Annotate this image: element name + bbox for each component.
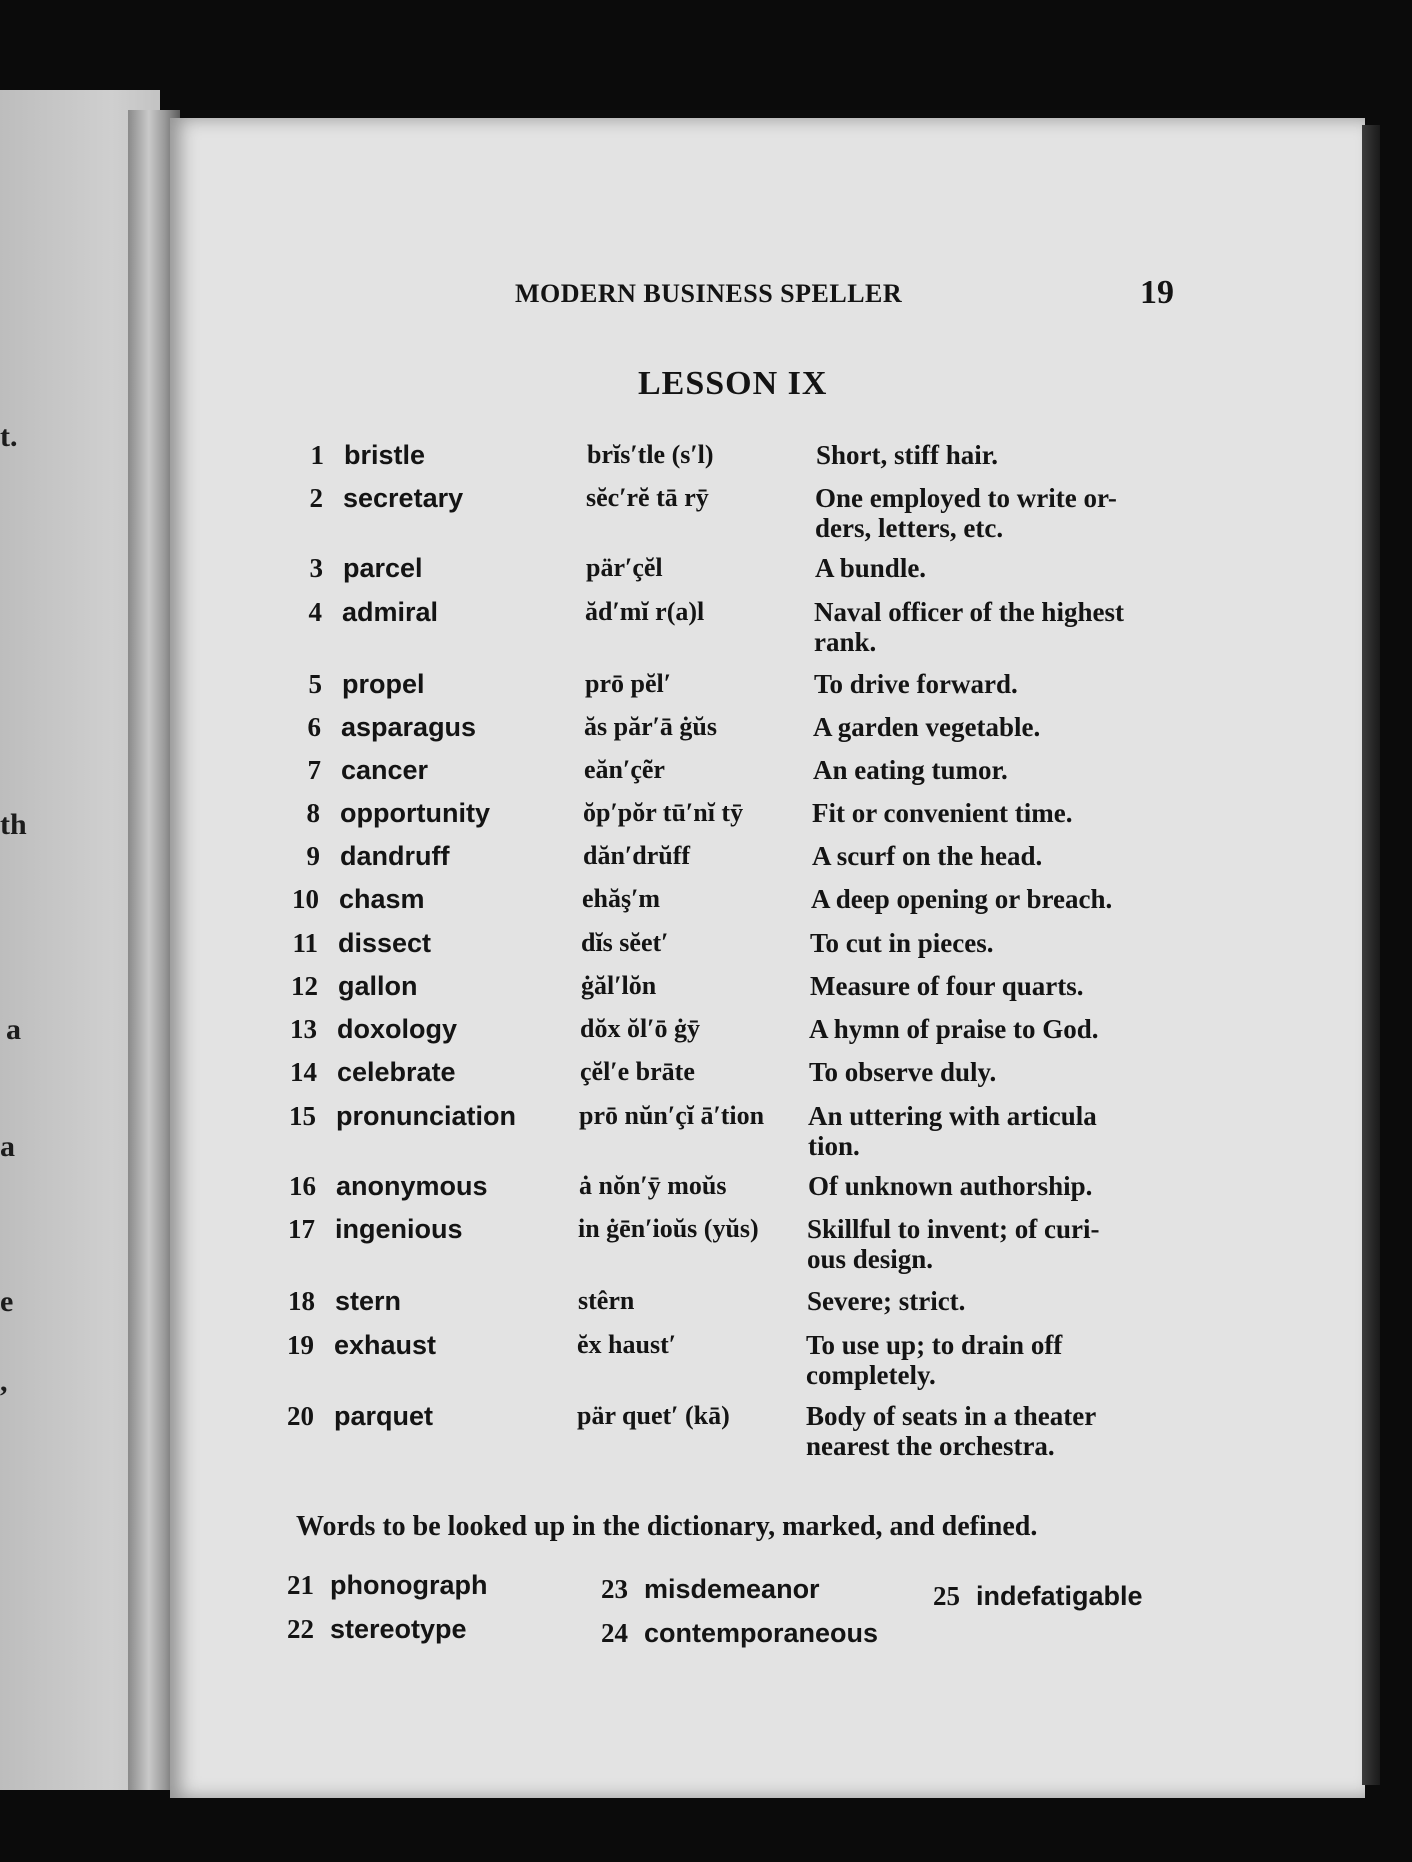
entry-word: opportunity (340, 798, 490, 828)
entry-definition: An eating tumor. (813, 755, 1008, 785)
entry-pronunciation: çĕl′e brāte (580, 1057, 695, 1086)
page-edge (1362, 125, 1380, 1785)
extra-word: contemporaneous (644, 1618, 879, 1648)
entry-word: exhaust (334, 1330, 437, 1360)
entry-number: 2 (309, 483, 323, 513)
entry-number: 16 (289, 1171, 316, 1201)
extra-word: phonograph (330, 1570, 488, 1600)
entry-pronunciation: pär′çĕl (586, 553, 663, 582)
entry-pronunciation: stêrn (578, 1286, 635, 1315)
entry-pronunciation: ġăl′lŏn (581, 971, 657, 1000)
entry-pronunciation: dăn′drŭff (583, 841, 691, 870)
extra-word: stereotype (330, 1614, 467, 1644)
entry-definition: An uttering with articula tion. (808, 1101, 1097, 1161)
entry-definition: A scurf on the head. (812, 841, 1043, 871)
extra-word: misdemeanor (644, 1574, 820, 1604)
entry-word: secretary (343, 483, 464, 513)
entry-number: 1 (310, 440, 324, 470)
left-page-fragment: e (0, 1285, 14, 1318)
entry-definition: To cut in pieces. (810, 928, 994, 958)
entry-pronunciation: dŏx ŏl′ō ġȳ (580, 1014, 700, 1043)
entry-number: 3 (309, 553, 323, 583)
running-head: MODERN BUSINESS SPELLER (515, 279, 903, 308)
entry-word: parquet (334, 1401, 434, 1431)
entry-word: ingenious (335, 1214, 463, 1244)
entry-number: 11 (292, 928, 318, 958)
entry-number: 6 (307, 712, 321, 742)
left-page-fragment: a (0, 1130, 15, 1163)
entry-number: 19 (287, 1330, 314, 1360)
entry-number: 4 (308, 597, 322, 627)
entry-pronunciation: ĕx haust′ (577, 1330, 677, 1359)
entry-number: 9 (306, 841, 320, 871)
entry-word: cancer (341, 755, 429, 785)
entry-pronunciation: eăn′çẽr (584, 755, 665, 784)
entry-definition: Short, stiff hair. (816, 440, 999, 470)
entry-number: 13 (290, 1014, 317, 1044)
entry-pronunciation: sĕc′rĕ tā rȳ (586, 483, 709, 512)
instruction-note: Words to be looked up in the dictionary, marked, and defined. (296, 1511, 1038, 1542)
entry-number: 15 (289, 1101, 316, 1131)
entry-word: chasm (339, 884, 425, 914)
page-number: 19 (1140, 274, 1174, 311)
entry-word: admiral (342, 597, 439, 627)
entry-definition: To use up; to drain off completely. (806, 1330, 1063, 1390)
extra-word-number: 21 (287, 1570, 314, 1600)
entry-pronunciation: ăd′mĭ r(a)l (585, 597, 705, 626)
entry-definition: Severe; strict. (807, 1286, 966, 1316)
extra-word-number: 25 (933, 1581, 960, 1611)
entry-word: celebrate (337, 1057, 456, 1087)
entry-pronunciation: ŏp′pŏr tū′nĭ tȳ (583, 798, 744, 827)
entry-word: stern (335, 1286, 402, 1316)
left-page-fragment: a (6, 1013, 21, 1046)
entry-definition: Of unknown authorship. (808, 1171, 1093, 1201)
left-page-fragment: t. (0, 420, 18, 453)
entry-pronunciation: ehăş′m (582, 884, 661, 913)
entry-definition: Measure of four quarts. (810, 971, 1084, 1001)
extra-word-number: 24 (601, 1618, 628, 1648)
entry-pronunciation: in ġēn′ioŭs (yŭs) (578, 1214, 759, 1243)
entry-number: 12 (291, 971, 318, 1001)
entry-definition: A hymn of praise to God. (809, 1014, 1099, 1044)
entry-definition: To drive forward. (814, 669, 1018, 699)
entry-word: parcel (343, 553, 423, 583)
entry-number: 14 (290, 1057, 317, 1087)
entry-pronunciation: pär quet′ (kā) (577, 1401, 730, 1430)
entry-definition: A bundle. (815, 553, 927, 583)
entry-word: gallon (338, 971, 418, 1001)
entry-word: asparagus (341, 712, 477, 742)
entry-word: anonymous (336, 1171, 488, 1201)
entry-number: 5 (308, 669, 322, 699)
entry-pronunciation: dĭs sĕet′ (581, 928, 669, 957)
entry-pronunciation: ȧ nŏn′ȳ moŭs (579, 1171, 727, 1200)
entry-word: doxology (337, 1014, 457, 1044)
lesson-title: LESSON IX (638, 365, 828, 402)
entry-word: propel (342, 669, 425, 699)
entry-pronunciation: prō nŭn′çĭ ā′tion (579, 1101, 765, 1130)
entry-number: 20 (287, 1401, 314, 1431)
left-page-fragment: , (0, 1365, 8, 1398)
entry-number: 17 (288, 1214, 315, 1244)
extra-word-number: 23 (601, 1574, 628, 1604)
entry-definition: A deep opening or breach. (811, 884, 1113, 914)
entry-definition: Skillful to invent; of curi- ous design. (807, 1214, 1100, 1274)
entry-pronunciation: ăs păr′ā ġŭs (584, 712, 718, 741)
left-page-fragment: th (0, 808, 27, 841)
entry-number: 8 (306, 798, 320, 828)
entry-word: dissect (338, 928, 432, 958)
entry-definition: A garden vegetable. (813, 712, 1041, 742)
entry-definition: To observe duly. (809, 1057, 997, 1087)
entry-number: 18 (288, 1286, 315, 1316)
entry-pronunciation: brĭs′tle (s′l) (587, 440, 714, 469)
entry-definition: Naval officer of the highest rank. (814, 597, 1124, 657)
entry-definition: One employed to write or- ders, letters, etc. (815, 483, 1117, 543)
entry-word: bristle (344, 440, 426, 470)
entry-pronunciation: prō pĕl′ (585, 669, 672, 698)
entry-definition: Body of seats in a theater nearest the orchestra. (806, 1401, 1097, 1461)
entry-word: pronunciation (336, 1101, 516, 1131)
extra-word-number: 22 (287, 1614, 314, 1644)
entry-number: 10 (292, 884, 319, 914)
entry-number: 7 (307, 755, 321, 785)
extra-word: indefatigable (976, 1581, 1143, 1611)
entry-word: dandruff (340, 841, 450, 871)
entry-definition: Fit or convenient time. (812, 798, 1073, 828)
